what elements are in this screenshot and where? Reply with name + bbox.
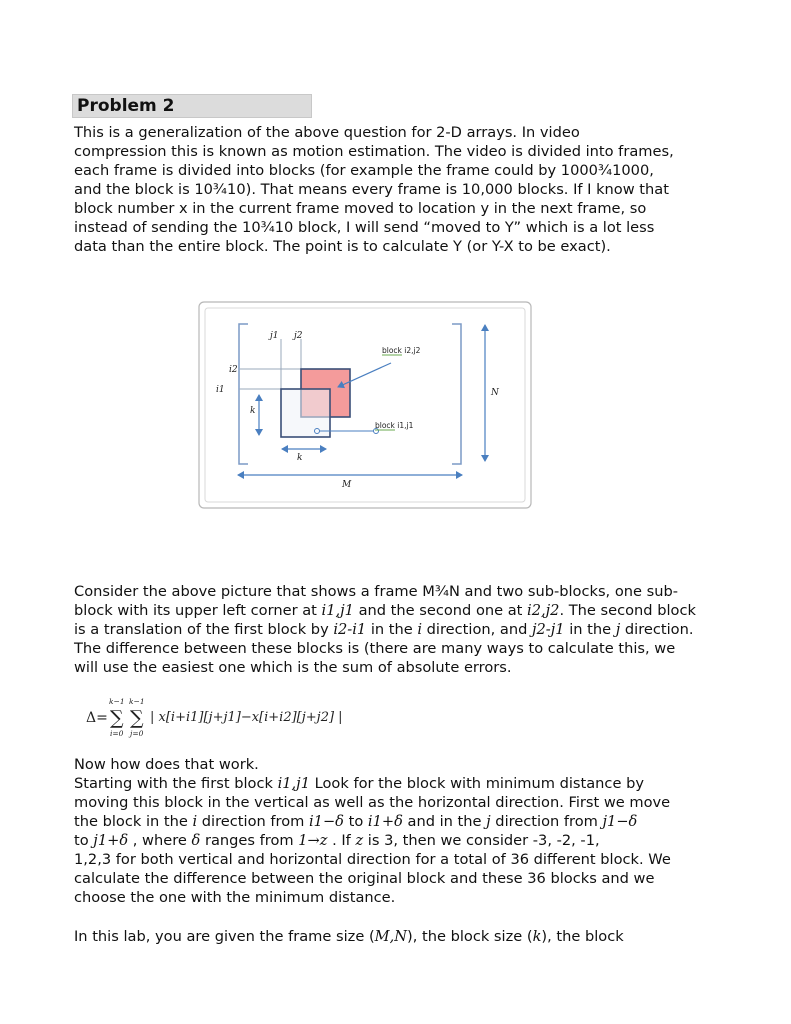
text: direction from (197, 813, 309, 830)
j1-label: j1 (270, 331, 279, 341)
text: direction from (490, 813, 603, 830)
text: ), the block (541, 928, 624, 945)
method-paragraph (74, 755, 724, 907)
text: block with its upper left corner at (74, 602, 322, 619)
text-line: will use the easiest one which is the sum of absolute errors. (74, 659, 512, 676)
problem-heading (72, 94, 312, 118)
text-line (74, 620, 724, 639)
text: to (343, 813, 368, 830)
text: the block in the (74, 813, 193, 830)
math-var: i2-i1 (333, 621, 367, 638)
text: is a translation of the first block by (74, 621, 334, 638)
text-line: compression this is known as motion estimation. The video is divided into frames, (74, 143, 674, 160)
j2-label: j2 (294, 331, 303, 341)
text: Look for the block with minimum distance by (309, 775, 644, 792)
math-var: 1→z (298, 832, 328, 849)
block-i2-j2-label: block i2,j2 (382, 346, 421, 355)
text-line: block number x in the current frame moved to location y in the next frame, so (74, 200, 647, 217)
math-var: i1+δ (367, 813, 403, 830)
text: and the second one at (353, 602, 528, 619)
frame-explanation-paragraph (74, 582, 724, 677)
figure-frame (199, 302, 531, 508)
text-line: This is a generalization of the above question for 2-D arrays. In video (74, 124, 580, 141)
text-line (74, 601, 724, 620)
text-line: data than the entire block. The point is to calculate Y (or Y-X to be exact). (74, 238, 611, 255)
text: ), the block size ( (407, 928, 533, 945)
formula-body: | x[i+i1][j+j1]−x[i+i2][j+j2] | (150, 710, 343, 725)
sum-j-sigma: ∑ (130, 707, 144, 729)
text-line (74, 812, 724, 831)
text: in the (564, 621, 616, 638)
math-var: i2,j2 (527, 602, 560, 619)
text: . If (327, 832, 356, 849)
intro-paragraph (74, 123, 724, 256)
delta-symbol: Δ= (86, 710, 108, 726)
math-var: j2-j1 (532, 621, 565, 638)
text: is 3, then we consider -3, -2, -1, (363, 832, 600, 849)
block-i1-j1 (281, 389, 330, 437)
sum-i-lower: i=0 (110, 729, 124, 738)
text: , where (128, 832, 192, 849)
text-line: calculate the difference between the original block and these 36 blocks and we (74, 870, 655, 887)
text-line (74, 927, 724, 946)
math-var: i (192, 813, 198, 830)
math-var: k (532, 928, 542, 945)
text: direction, and (422, 621, 532, 638)
text: . The second block (559, 602, 696, 619)
block-i1-j1-label: block i1,j1 (375, 421, 414, 430)
text: In this lab, you are given the frame size ( (74, 928, 375, 945)
math-var: i1−δ (309, 813, 344, 830)
text-line: each frame is divided into blocks (for example the frame could by 1000¾1000, (74, 162, 654, 179)
sum-of-absolute-errors-formula (86, 696, 406, 740)
text-line: choose the one with the minimum distance. (74, 889, 396, 906)
k-horizontal-label: k (297, 453, 303, 463)
math-var: z (355, 832, 364, 849)
text: and in the (402, 813, 487, 830)
text: Starting with the first block (74, 775, 278, 792)
m-label: M (342, 480, 352, 490)
n-label: N (491, 388, 499, 398)
sum-i-sigma: ∑ (110, 707, 124, 729)
text-line (74, 774, 724, 793)
sum-i-upper: k−1 (109, 697, 125, 706)
text-line: Now how does that work. (74, 756, 259, 773)
text-line: 1,2,3 for both vertical and horizontal direction for a total of 36 different block. We (74, 851, 671, 868)
text-line: and the block is 10¾10). That means every frame is 10,000 blocks. If I know that (74, 181, 669, 198)
math-var: M,N (374, 928, 408, 945)
text: direction. (620, 621, 694, 638)
math-var: j1+δ (93, 832, 129, 849)
math-var: j (486, 813, 491, 830)
text-line (74, 831, 724, 850)
text-line: Consider the above picture that shows a frame M¾N and two sub-blocks, one sub- (74, 583, 679, 600)
problem-title: Problem 2 (77, 96, 175, 116)
motion-estimation-diagram (198, 301, 532, 509)
text: ranges from (200, 832, 299, 849)
math-var: i1,j1 (321, 602, 354, 619)
lab-paragraph (74, 927, 724, 946)
text-line: instead of sending the 10¾10 block, I will send “moved to Y” which is a lot less (74, 219, 655, 236)
i1-label: i1 (216, 385, 225, 395)
i2-label: i2 (229, 365, 238, 375)
math-var: i1,j1 (277, 775, 310, 792)
math-var: j1−δ (602, 813, 638, 830)
k-vertical-label: k (250, 406, 256, 416)
text-line: The difference between these blocks is (there are many ways to calculate this, we (74, 640, 676, 657)
math-var: i (417, 621, 423, 638)
math-var: δ (191, 832, 201, 849)
sum-j-upper: k−1 (129, 697, 145, 706)
text: to (74, 832, 94, 849)
sum-j-lower: j=0 (130, 729, 144, 738)
math-var: j (615, 621, 621, 638)
text: in the (366, 621, 418, 638)
text-line: moving this block in the vertical as well as the horizontal direction. First we move (74, 794, 671, 811)
